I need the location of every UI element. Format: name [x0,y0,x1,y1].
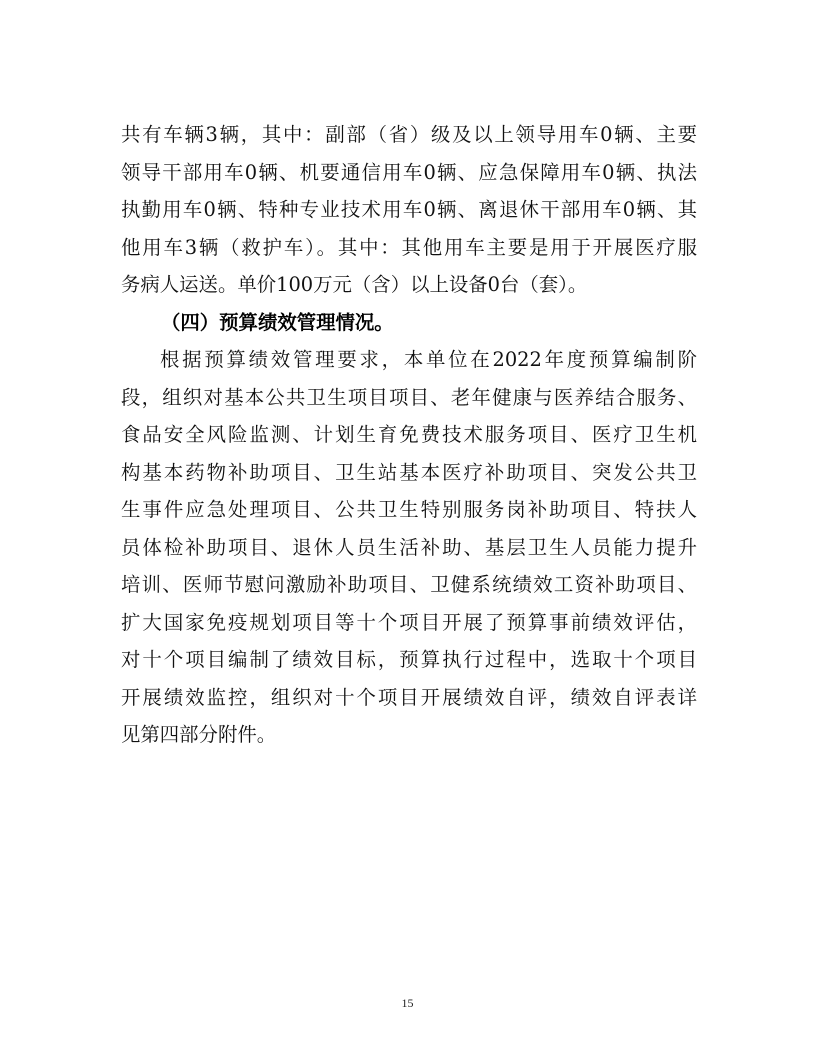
text-line: 生事件应急处理项目、公共卫生特别服务岗补助项目、特扶人 [121,498,697,521]
text-line: 他用车3辆（救护车）。其中：其他用车主要是用于开展医疗服 [121,235,697,259]
text-line: 段，组织对基本公共卫生项目项目、老年健康与医养结合服务、 [121,385,697,409]
text-line: 执勤用车0辆、特种专业技术用车0辆、离退休干部用车0辆、其 [121,198,697,221]
text-line: 扩大国家免疫规划项目等十个项目开展了预算事前绩效评估， [121,610,697,634]
text-line: 员体检补助项目、退休人员生活补助、基层卫生人员能力提升 [121,535,697,559]
text-line: 领导干部用车0辆、机要通信用车0辆、应急保障用车0辆、执法 [121,160,697,184]
text-line: 对十个项目编制了绩效目标，预算执行过程中，选取十个项目 [121,648,697,671]
document-body [121,116,697,754]
section-heading: （四）预算绩效管理情况。 [161,310,394,334]
text-line: 务病人运送。单价100万元（含）以上设备0台（套）。 [121,273,588,296]
text-line: 构基本药物补助项目、卫生站基本医疗补助项目、突发公共卫 [121,460,697,484]
paragraph-vehicles [121,116,697,304]
page-number: 15 [401,996,414,1010]
text-line: 共有车辆3辆，其中：副部（省）级及以上领导用车0辆、主要 [121,123,697,146]
paragraph-performance [121,341,697,754]
text-line: 培训、医师节慰问激励补助项目、卫健系统绩效工资补助项目、 [121,573,697,596]
text-line: 食品安全风险监测、计划生育免费技术服务项目、医疗卫生机 [121,423,697,446]
text-line: 开展绩效监控，组织对十个项目开展绩效自评，绩效自评表详 [121,685,697,709]
text-line: 根据预算绩效管理要求，本单位在2022年度预算编制阶 [160,348,697,371]
text-line: 见第四部分附件。 [121,723,277,746]
